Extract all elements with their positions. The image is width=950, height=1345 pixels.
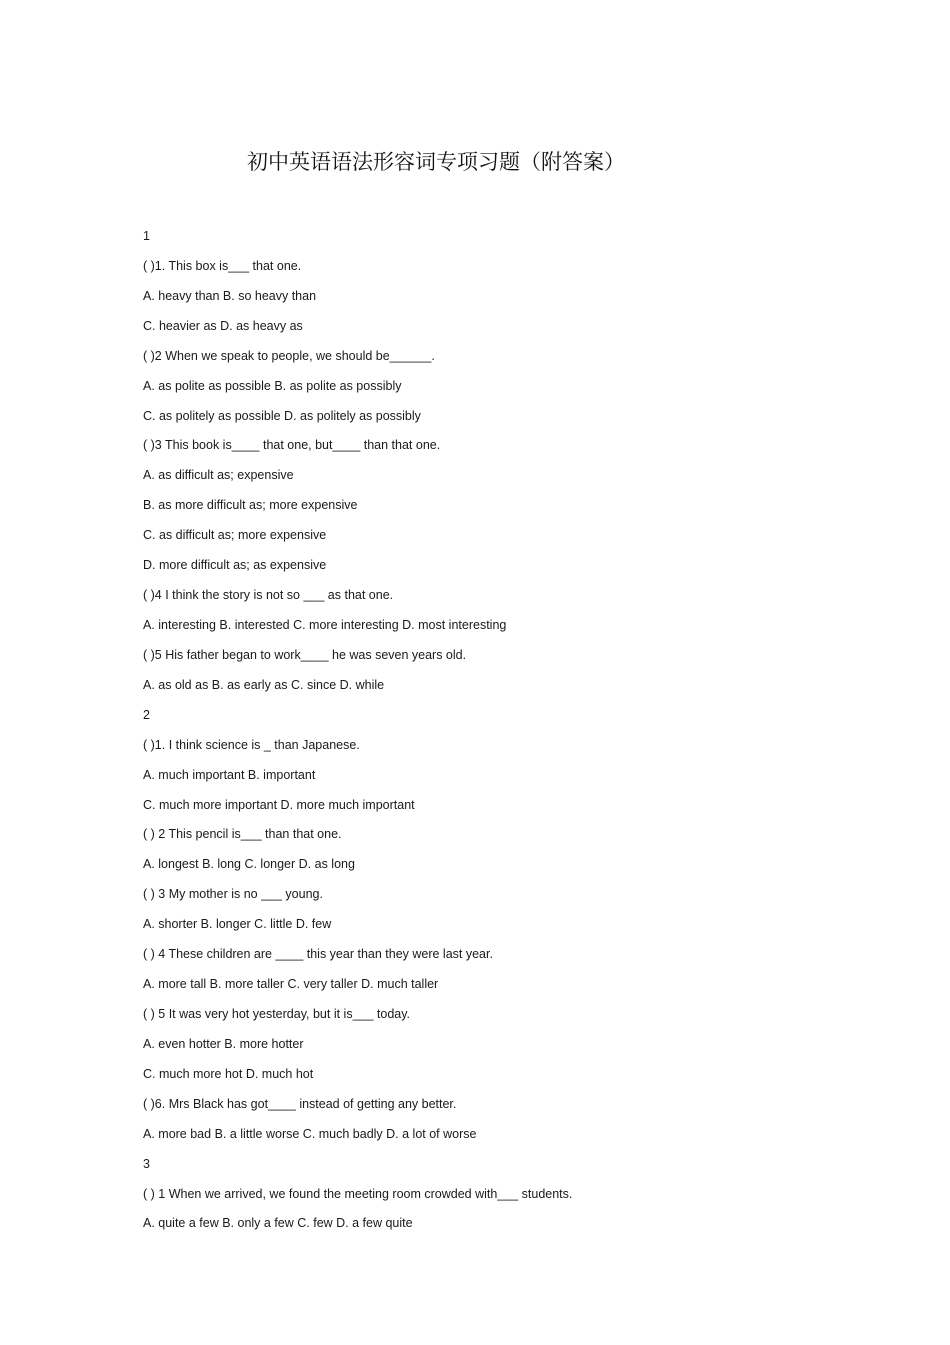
exercise-line: ( ) 3 My mother is no ___ young. xyxy=(143,887,323,902)
section-number: 1 xyxy=(143,229,150,243)
exercise-line: A. even hotter B. more hotter xyxy=(143,1036,304,1051)
exercise-line: B. as more difficult as; more expensive xyxy=(143,498,358,513)
exercise-line: ( ) 2 This pencil is___ than that one. xyxy=(143,827,342,842)
exercise-line: A. longest B. long C. longer D. as long xyxy=(143,857,355,872)
exercise-line: C. as politely as possible D. as politely as possibly xyxy=(143,408,421,423)
exercise-line: C. heavier as D. as heavy as xyxy=(143,318,303,333)
section-number: 2 xyxy=(143,707,150,722)
exercise-line: A. more tall B. more taller C. very taller D. much taller xyxy=(143,977,439,992)
exercise-line: C. much more hot D. much hot xyxy=(143,1066,314,1081)
exercise-line: ( )2 When we speak to people, we should be______. xyxy=(143,348,435,363)
exercise-line: A. as old as B. as early as C. since D. while xyxy=(143,677,385,692)
exercise-line: A. quite a few B. only a few C. few D. a few quite xyxy=(143,1216,413,1231)
exercise-line: C. as difficult as; more expensive xyxy=(143,528,327,543)
exercise-line: ( )6. Mrs Black has got____ instead of getting any better. xyxy=(143,1096,457,1111)
exercise-line: A. as polite as possible B. as polite as possibly xyxy=(143,378,402,393)
section-number: 3 xyxy=(143,1156,150,1171)
exercise-line: D. more difficult as; as expensive xyxy=(143,558,327,573)
exercise-line: ( )1. This box is___ that one. xyxy=(143,258,302,273)
exercise-line: A. more bad B. a little worse C. much badly D. a lot of worse xyxy=(143,1126,477,1141)
exercise-line: A. interesting B. interested C. more interesting D. most interesting xyxy=(143,617,507,632)
exercise-line: ( ) 4 These children are ____ this year than they were last year. xyxy=(143,947,493,962)
exercise-line: ( )5 His father began to work____ he was seven years old. xyxy=(143,647,467,662)
exercise-line: ( )3 This book is____ that one, but____ than that one. xyxy=(143,438,441,453)
exercise-line: A. heavy than B. so heavy than xyxy=(143,288,317,303)
exercise-lines xyxy=(143,222,572,1239)
exercise-line: ( ) 1 When we arrived, we found the meeting room crowded with___ students. xyxy=(143,1186,573,1201)
exercise-line: ( )4 I think the story is not so ___ as that one. xyxy=(143,588,394,603)
exercise-line: C. much more important D. more much important xyxy=(143,797,415,812)
document-title: 初中英语语法形容词专项习题（附答案） xyxy=(247,150,625,174)
exercise-line: A. much important B. important xyxy=(143,767,316,782)
exercise-line: A. shorter B. longer C. little D. few xyxy=(143,917,332,932)
exercise-line: A. as difficult as; expensive xyxy=(143,468,294,483)
exercise-line: ( ) 5 It was very hot yesterday, but it is___ today. xyxy=(143,1006,411,1021)
exercise-line: ( )1. I think science is _ than Japanese. xyxy=(143,737,360,752)
